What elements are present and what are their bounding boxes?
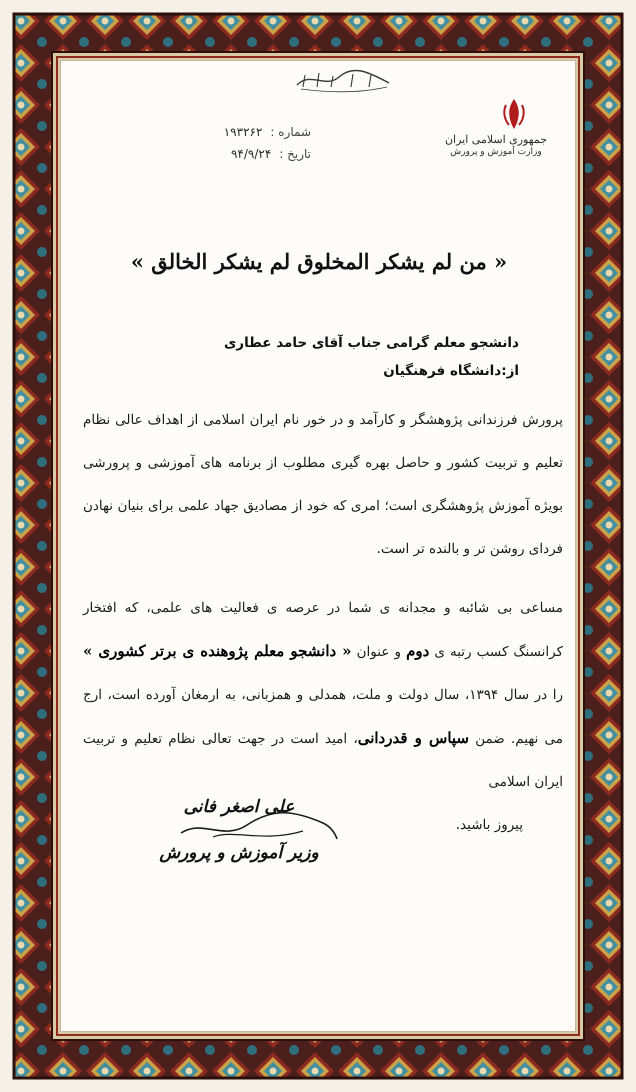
signatory-title: وزیر آموزش و پرورش [159, 843, 319, 863]
number-label: شماره : [270, 125, 311, 139]
emblem-line-ministry: وزارت آموزش و پرورش [450, 146, 542, 157]
date-row [151, 143, 311, 165]
date-label: تاریخ : [279, 147, 311, 161]
thanks-text: سپاس و قدردانی [357, 729, 469, 747]
para2-part-c: را در سال ۱۳۹۴، سال دولت و ملت، همدلی و همزبانی، به ارمغان آورده است، ارج می نهیم. ضمن [83, 687, 563, 747]
addressee-block [139, 329, 519, 385]
ministry-caption [421, 133, 571, 158]
hadith-quote: « من لم یشکر المخلوق لم یشکر الخالق » [130, 249, 508, 274]
signatory-name: علی اصغر فانی [183, 797, 295, 817]
certificate-paper [60, 60, 576, 1032]
para2-part-b: و عنوان [356, 644, 401, 660]
award-title: « دانشجو معلم پژوهنده ی برتر کشوری » [83, 642, 352, 660]
addressee-name: دانشجو معلم گرامی جناب آقای حامد عطاری [223, 335, 519, 351]
iran-emblem-icon [501, 97, 527, 131]
number-row [151, 121, 311, 143]
letter-body [83, 399, 563, 847]
emblem-line-country: جمهوری اسلامی ایران [444, 133, 548, 146]
addressee-institution: از:دانشگاه فرهنگیان [383, 363, 519, 379]
para2-part-d: ، امید است در جهت تعالی نظام تعلیم و تربیت ایران اسلامی [83, 731, 563, 790]
letter-meta [151, 121, 311, 165]
number-value: ۱۹۳۲۶۲ [223, 125, 263, 139]
date-value: ۹۴/۹/۲۴ [230, 147, 272, 161]
para2-part-a: مساعی بی شائبه و مجدانه ی شما در عرصه ی فعالیت های علمی، که افتخار کرانسنگ کسب رتبه ی [83, 600, 564, 660]
rank-text: دوم [406, 642, 430, 660]
body-paragraph-1: پرورش فرزندانی پژوهشگر و کارآمد و در خور نام ایران اسلامی از اهداف عالی نظام تعلیم و تربیت کشور و حاصل بهره گیری مطلوب از برنامه های آموزشی و پرورشی بویژه آموزش پژوهشگری است؛ امری که خود از مصادیق جهاد علمی برای بنیان نهادن فردای روشن تر و بالنده تر است. [83, 412, 563, 557]
bismillah-calligraphy [291, 67, 395, 93]
closing-line: پیروز باشید. [455, 817, 523, 833]
